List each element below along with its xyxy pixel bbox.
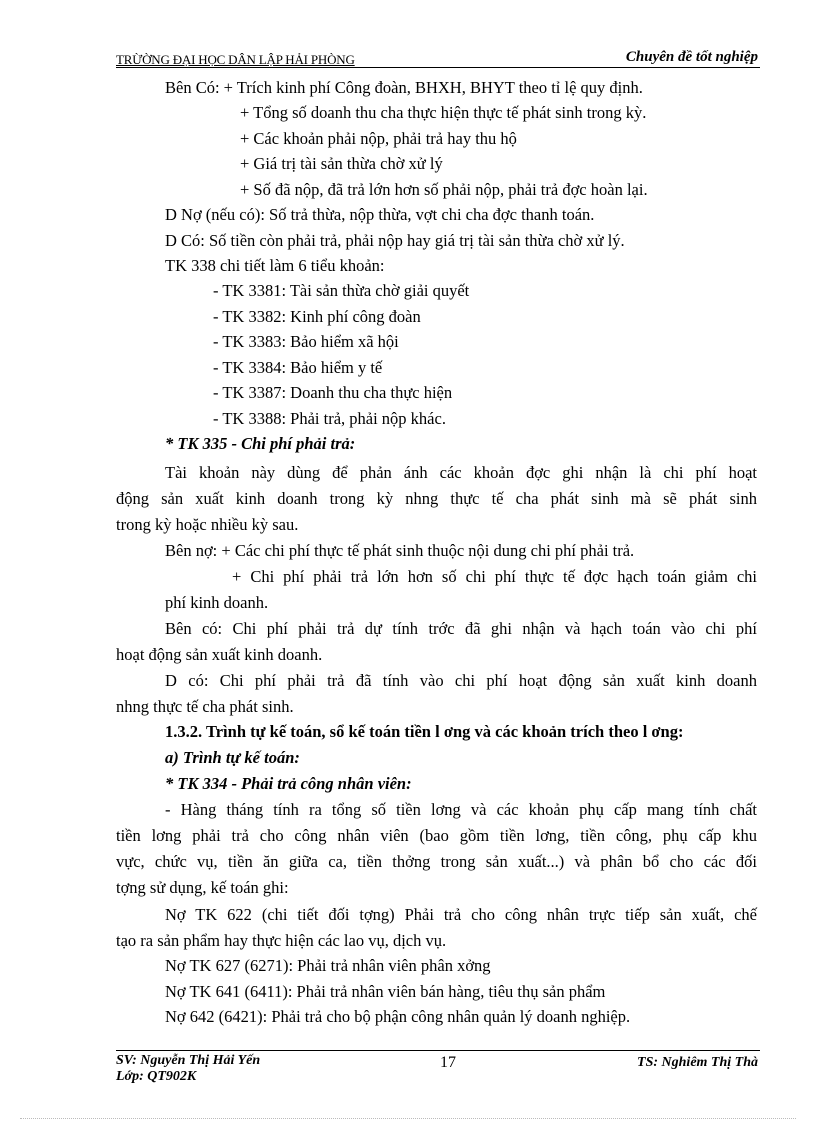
text-line: Nợ TK 641 (6411): Phải trả nhân viên bán hàng, tiêu thụ sản phẩm (165, 982, 606, 1001)
list-item: - TK 3387: Doanh thu cha thực hiện (213, 383, 453, 402)
list-item: - TK 3382: Kinh phí công đoàn (213, 307, 421, 326)
text-line: - Hàng tháng tính ra tổng số tiền lơng và các khoản phụ cấp mang tính chất (165, 800, 757, 819)
text-line: + Các khoản phải nộp, phải trả hay thu hộ (240, 129, 517, 148)
header-divider (116, 67, 760, 68)
text-line: D Có: Số tiền còn phải trả, phải nộp hay giá trị tài sản thừa chờ xử lý. (165, 231, 625, 250)
text-line: trong kỳ hoặc nhiều kỳ sau. (116, 515, 299, 534)
student-name: SV: Nguyễn Thị Hải Yến (116, 1053, 261, 1068)
text-line: Nợ 642 (6421): Phải trả cho bộ phận công nhân quản lý doanh nghiệp. (165, 1007, 631, 1026)
text-line: + Giá trị tài sản thừa chờ xử lý (240, 154, 443, 173)
footer-student (116, 1053, 260, 1085)
text-line: nhng thực tế cha phát sinh. (116, 697, 294, 716)
header-school-name: TRỪỜNG ĐẠI HỌC DÂN LẬP HẢI PHÒNG (116, 52, 355, 67)
text-line: động sản xuất kinh doanh trong kỳ nhng thực tế cha phát sinh mà sẽ phát sinh (116, 489, 757, 508)
section-heading: 1.3.2. Trình tự kế toán, sổ kế toán tiền l ơng và các khoản trích theo l ơng: (165, 722, 684, 741)
text-line: tiền lơng phải trả cho công nhân viên (bao gồm tiền lơng, tiền công, phụ cấp khu (116, 826, 757, 845)
text-line: D Nợ (nếu có): Số trả thừa, nộp thừa, vợt chi cha đợc thanh toán. (165, 205, 595, 224)
footer-divider (116, 1050, 760, 1051)
text-line: tợng sử dụng, kế toán ghi: (116, 878, 289, 897)
list-item: - TK 3381: Tài sản thừa chờ giải quyết (213, 281, 470, 300)
text-line: + Tổng số doanh thu cha thực hiện thực tế phát sinh trong kỳ. (240, 103, 647, 122)
subsection-heading: * TK 334 - Phải trả công nhân viên: (165, 774, 412, 793)
header-document-title: Chuyên đề tốt nghiệp (625, 49, 758, 65)
text-line: tạo ra sản phẩm hay thực hiện các lao vụ, dịch vụ. (116, 931, 447, 950)
text-line: + Số đã nộp, đã trả lớn hơn số phải nộp, phải trả đợc hoàn lại. (240, 180, 648, 199)
text-line: phí kinh doanh. (165, 593, 269, 612)
text-line: Tài khoản này dùng để phản ánh các khoản đợc ghi nhận là chi phí hoạt (165, 463, 757, 482)
text-line: Nợ TK 627 (6271): Phải trả nhân viên phân xởng (165, 956, 491, 975)
text-line: hoạt động sản xuất kinh doanh. (116, 645, 323, 664)
footer-teacher: TS: Nghiêm Thị Thà (637, 1055, 758, 1070)
text-line: Bên nợ: + Các chi phí thực tế phát sinh thuộc nội dung chi phí phải trả. (165, 541, 635, 560)
page-bottom-border (20, 1118, 796, 1119)
text-line: + Chi phí phải trả lớn hơn số chi phí thực tế đợc hạch toán giảm chi (232, 567, 757, 586)
list-item: - TK 3383: Bảo hiểm xã hội (213, 332, 399, 351)
text-line: Bên Có: + Trích kinh phí Công đoàn, BHXH, BHYT theo tỉ lệ quy định. (165, 78, 643, 97)
subsection-heading: a) Trình tự kế toán: (165, 748, 300, 767)
list-item: - TK 3388: Phải trả, phải nộp khác. (213, 409, 446, 428)
text-line: TK 338 chi tiết làm 6 tiểu khoản: (165, 256, 385, 275)
text-line: Nợ TK 622 (chi tiết đối tợng) Phải trả cho công nhân trực tiếp sản xuất, chế (165, 905, 757, 924)
text-line: D có: Chi phí phải trả đã tính vào chi phí hoạt động sản xuất kinh doanh (165, 671, 757, 690)
list-item: - TK 3384: Bảo hiểm y tế (213, 358, 383, 377)
text-line: Bên có: Chi phí phải trả dự tính trớc đã ghi nhận và hạch toán vào chi phí (165, 619, 757, 638)
student-class: Lớp: QT902K (116, 1069, 197, 1084)
text-line: vực, chức vụ, tiền ăn giữa ca, tiền thởng trong sản xuất...) và phân bổ cho các đối (116, 852, 757, 871)
page-number: 17 (440, 1054, 456, 1071)
section-heading: * TK 335 - Chi phí phải trả: (165, 434, 356, 453)
